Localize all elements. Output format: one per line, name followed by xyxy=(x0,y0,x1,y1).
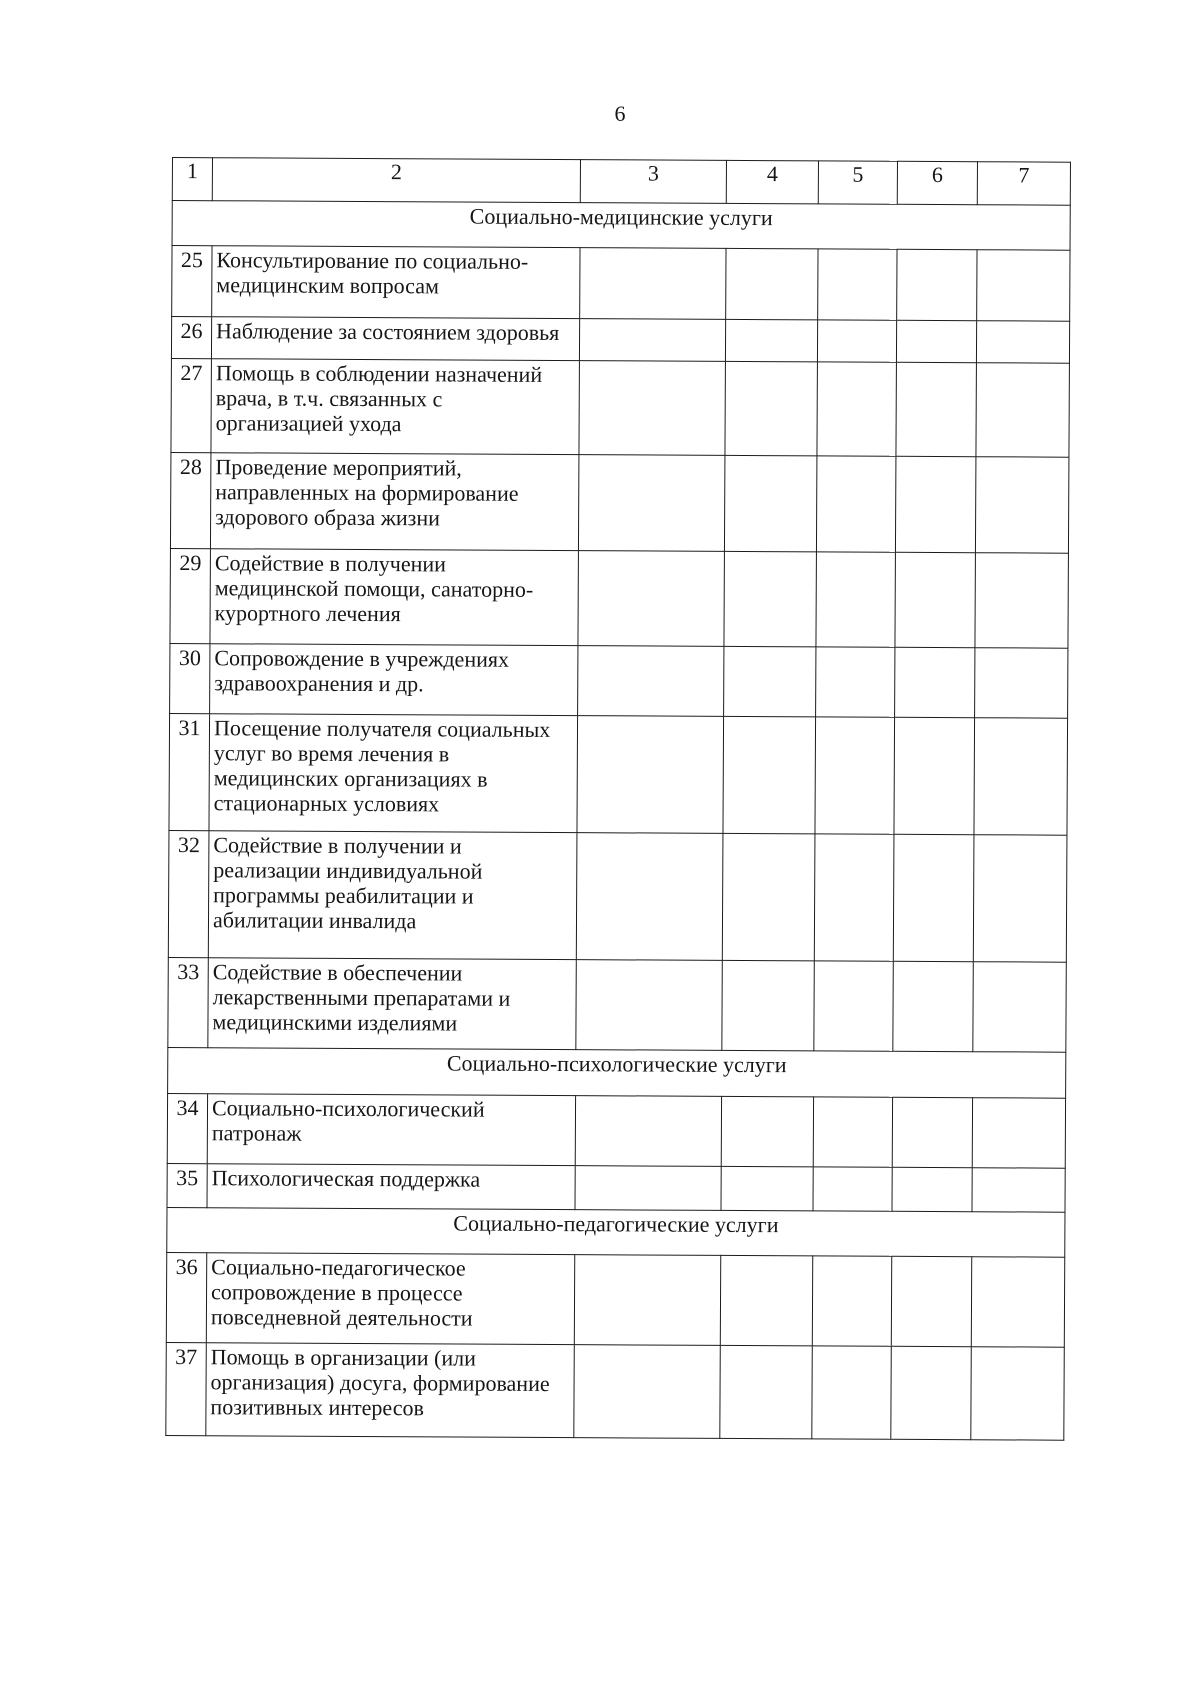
empty-cell-col-6 xyxy=(891,1256,971,1346)
empty-cell-col-4 xyxy=(724,551,816,646)
empty-cell-col-7 xyxy=(977,250,1070,321)
empty-cell-col-4 xyxy=(724,646,816,716)
empty-cell-col-3 xyxy=(575,1096,721,1167)
service-name-line: Социально-психологический xyxy=(211,1095,485,1122)
row-number: 25 xyxy=(172,246,212,317)
table-row xyxy=(170,452,1068,553)
empty-cell-col-3 xyxy=(578,646,724,717)
service-name-line: повседневной деятельности xyxy=(210,1304,473,1331)
service-name-line: организацией ухода xyxy=(215,410,402,437)
empty-cell-col-4 xyxy=(726,248,818,319)
service-name-line: стационарных условиях xyxy=(213,790,440,817)
service-name-line: Сопровождение в учреждениях xyxy=(214,645,510,672)
service-name-line: Помощь в соблюдении назначений xyxy=(215,360,543,387)
services-table xyxy=(165,157,1071,1441)
table-body xyxy=(166,201,1070,1441)
empty-cell-col-6 xyxy=(895,552,975,647)
empty-cell-col-6 xyxy=(892,1167,972,1211)
row-number: 35 xyxy=(167,1163,207,1207)
service-name-line: лекарственными препаратами и xyxy=(212,984,511,1011)
row-number: 33 xyxy=(168,957,208,1047)
column-header-6: 6 xyxy=(897,161,977,204)
empty-cell-col-5 xyxy=(813,1097,892,1167)
empty-cell-col-3 xyxy=(579,319,725,362)
empty-cell-col-5 xyxy=(812,1256,891,1346)
empty-cell-col-7 xyxy=(974,718,1068,835)
table-row xyxy=(167,1163,1065,1212)
empty-cell-col-3 xyxy=(578,551,724,647)
empty-cell-col-7 xyxy=(971,1347,1064,1440)
empty-cell-col-6 xyxy=(896,362,976,456)
empty-cell-col-7 xyxy=(976,363,1069,457)
empty-cell-col-4 xyxy=(723,716,816,833)
empty-cell-col-3 xyxy=(580,248,726,320)
service-name-line: медицинским вопросам xyxy=(216,272,440,299)
row-number: 36 xyxy=(166,1252,206,1342)
empty-cell-col-4 xyxy=(724,455,817,551)
empty-cell-col-4 xyxy=(725,319,817,361)
empty-cell-col-5 xyxy=(812,1346,891,1439)
empty-cell-col-5 xyxy=(814,834,894,961)
section-header-row xyxy=(168,1047,1066,1098)
column-header-5: 5 xyxy=(818,161,897,204)
service-name-line: врача, в т.ч. связанных с xyxy=(215,385,443,412)
service-name-line: Наблюдение за состоянием здоровья xyxy=(216,318,560,346)
empty-cell-col-7 xyxy=(975,457,1069,553)
row-number: 28 xyxy=(170,452,211,548)
empty-cell-col-3 xyxy=(576,960,722,1051)
row-number: 27 xyxy=(171,358,211,452)
empty-cell-col-6 xyxy=(895,647,975,717)
service-name-line: направленных на формирование xyxy=(215,479,519,506)
empty-cell-col-6 xyxy=(893,834,974,961)
row-number: 29 xyxy=(170,548,210,643)
table-row xyxy=(171,358,1069,457)
empty-cell-col-7 xyxy=(973,835,1067,962)
section-header-row xyxy=(172,201,1070,251)
table-row xyxy=(167,1093,1065,1168)
service-name-line: Социально-педагогическое xyxy=(211,1254,466,1281)
empty-cell-col-4 xyxy=(722,960,814,1050)
table-header xyxy=(172,158,1070,206)
section-title: Социально-медицинские услуги xyxy=(172,201,1070,251)
table-row xyxy=(168,830,1067,962)
empty-cell-col-3 xyxy=(574,1255,720,1346)
service-name xyxy=(206,1343,574,1438)
service-name-line: патронаж xyxy=(211,1120,302,1146)
empty-cell-col-5 xyxy=(816,456,896,552)
service-name-line: здорового образа жизни xyxy=(215,504,441,531)
service-name-line: Посещение получателя социальных xyxy=(213,715,551,742)
service-name-line: реализации индивидуальной xyxy=(213,857,483,884)
page-number: 6 xyxy=(614,101,626,126)
table-row xyxy=(166,1342,1064,1440)
table-row xyxy=(166,1252,1064,1347)
row-number: 37 xyxy=(166,1342,206,1435)
service-name xyxy=(212,246,580,319)
service-name-line: медицинской помощи, санаторно- xyxy=(214,575,534,602)
empty-cell-col-3 xyxy=(579,361,725,456)
service-name-line: Содействие в обеспечении xyxy=(212,959,463,986)
empty-cell-col-3 xyxy=(578,455,725,552)
column-header-3: 3 xyxy=(580,160,726,204)
service-name-line: здравоохранения и др. xyxy=(214,670,424,697)
empty-cell-col-5 xyxy=(817,320,896,362)
empty-cell-col-4 xyxy=(721,1166,813,1210)
empty-cell-col-4 xyxy=(721,1096,813,1166)
column-header-7: 7 xyxy=(977,162,1070,205)
empty-cell-col-5 xyxy=(814,961,893,1051)
empty-cell-col-4 xyxy=(720,1345,812,1438)
empty-cell-col-5 xyxy=(816,647,895,717)
service-name-line: курортного лечения xyxy=(214,600,401,627)
service-name-line: Помощь в организации (или xyxy=(210,1344,476,1371)
service-name xyxy=(210,453,578,551)
service-name-line: услуг во время лечения в xyxy=(213,740,450,767)
service-name xyxy=(207,1164,575,1210)
column-number-row xyxy=(172,158,1070,206)
service-name xyxy=(209,714,578,833)
empty-cell-col-7 xyxy=(975,553,1068,648)
empty-cell-col-6 xyxy=(897,249,977,320)
table-row xyxy=(172,246,1070,322)
service-name-line: абилитации инвалида xyxy=(212,907,417,934)
empty-cell-col-6 xyxy=(895,456,976,552)
service-name xyxy=(207,1094,575,1166)
section-header-row xyxy=(167,1207,1065,1257)
service-name-line: медицинских организациях в xyxy=(213,765,488,792)
empty-cell-col-3 xyxy=(577,716,724,834)
column-header-4: 4 xyxy=(726,160,818,203)
empty-cell-col-6 xyxy=(892,1097,972,1167)
empty-cell-col-7 xyxy=(972,1168,1065,1212)
empty-cell-col-3 xyxy=(576,833,723,961)
empty-cell-col-5 xyxy=(813,1167,892,1211)
table-row xyxy=(168,957,1066,1052)
service-name xyxy=(211,317,579,361)
empty-cell-col-3 xyxy=(574,1345,720,1439)
service-name-line: Психологическая поддержка xyxy=(211,1165,481,1192)
row-number: 34 xyxy=(167,1093,207,1163)
service-name xyxy=(211,359,579,455)
service-name-line: медицинскими изделиями xyxy=(212,1009,458,1036)
service-name-line: программы реабилитации и xyxy=(213,882,474,909)
empty-cell-col-6 xyxy=(891,1346,971,1439)
service-name-line: Содействие в получении xyxy=(214,550,447,577)
row-number: 32 xyxy=(168,830,209,957)
service-name-line: организация) досуга, формирование xyxy=(210,1369,550,1396)
row-number: 31 xyxy=(169,713,210,830)
empty-cell-col-7 xyxy=(972,1098,1065,1168)
empty-cell-col-7 xyxy=(971,1257,1064,1347)
row-number: 30 xyxy=(170,643,210,713)
empty-cell-col-5 xyxy=(817,362,896,456)
empty-cell-col-4 xyxy=(722,833,815,960)
empty-cell-col-5 xyxy=(818,249,897,320)
column-header-1: 1 xyxy=(172,158,212,201)
service-name xyxy=(208,831,577,960)
empty-cell-col-6 xyxy=(896,320,976,362)
service-name-line: позитивных интересов xyxy=(210,1394,424,1421)
table-row xyxy=(171,317,1069,364)
empty-cell-col-5 xyxy=(816,552,895,647)
empty-cell-col-6 xyxy=(893,961,973,1051)
service-name-line: Проведение мероприятий, xyxy=(215,454,462,481)
service-name xyxy=(208,958,576,1050)
service-name xyxy=(206,1253,574,1345)
service-name-line: Консультирование по социально- xyxy=(216,247,529,274)
empty-cell-col-3 xyxy=(575,1166,721,1211)
section-title: Социально-педагогические услуги xyxy=(167,1207,1065,1257)
section-title: Социально-психологические услуги xyxy=(168,1047,1066,1098)
table-row xyxy=(170,548,1068,648)
services-table-wrapper xyxy=(165,157,1071,1441)
table-row xyxy=(169,713,1068,835)
empty-cell-col-7 xyxy=(976,321,1069,363)
empty-cell-col-5 xyxy=(815,717,895,834)
empty-cell-col-4 xyxy=(720,1255,812,1345)
empty-cell-col-6 xyxy=(894,717,975,834)
service-name xyxy=(210,549,578,646)
row-number: 26 xyxy=(171,317,211,359)
service-name-line: сопровождение в процессе xyxy=(210,1279,463,1306)
empty-cell-col-4 xyxy=(725,361,817,455)
service-name xyxy=(210,644,578,716)
table-row xyxy=(170,643,1068,718)
service-name-line: Содействие в получении и xyxy=(213,832,462,859)
column-header-2: 2 xyxy=(212,158,580,203)
empty-cell-col-7 xyxy=(973,962,1066,1052)
empty-cell-col-7 xyxy=(975,648,1068,718)
